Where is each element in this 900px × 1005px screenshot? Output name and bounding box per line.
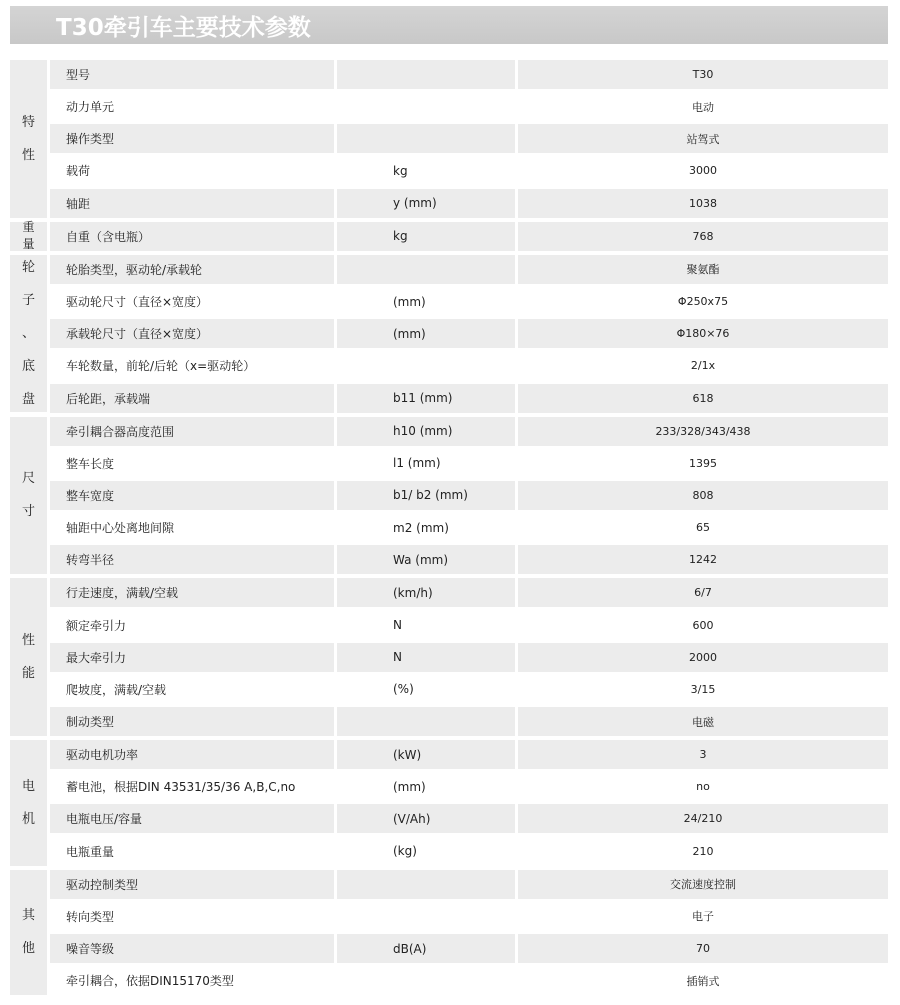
- spec-value: no: [518, 772, 888, 801]
- table-row: [0, 611, 900, 640]
- table-row: [0, 287, 900, 316]
- spec-unit: l1 (mm): [337, 449, 515, 478]
- table-row: [0, 189, 900, 218]
- spec-name: 牵引耦合，依据DIN15170类型: [50, 966, 334, 995]
- spec-name: 转弯半径: [50, 545, 334, 574]
- table-row: [0, 255, 900, 284]
- spec-unit: (mm): [337, 772, 515, 801]
- table-row: [0, 707, 900, 736]
- table-row: [0, 417, 900, 446]
- table-row: [0, 449, 900, 478]
- table-row: [0, 319, 900, 348]
- spec-value: Φ250x75: [518, 287, 888, 316]
- spec-unit: kg: [337, 156, 515, 185]
- spec-name: 行走速度，满载/空载: [50, 578, 334, 607]
- table-row: [0, 60, 900, 89]
- spec-name: 操作类型: [50, 124, 334, 153]
- spec-unit: b11 (mm): [337, 384, 515, 413]
- spec-unit: (kg): [337, 837, 515, 866]
- table-row: [0, 772, 900, 801]
- spec-name: 轮胎类型，驱动轮/承载轮: [50, 255, 334, 284]
- spec-unit: y (mm): [337, 189, 515, 218]
- spec-value: 交流速度控制: [518, 870, 888, 899]
- spec-name: 车轮数量，前轮/后轮（x=驱动轮）: [50, 351, 334, 380]
- spec-unit: [337, 707, 515, 736]
- spec-name: 电瓶重量: [50, 837, 334, 866]
- table-row: [0, 643, 900, 672]
- table-row: [0, 513, 900, 542]
- table-row: [0, 578, 900, 607]
- spec-unit: (%): [337, 675, 515, 704]
- table-row: [0, 870, 900, 899]
- spec-value: 电子: [518, 902, 888, 931]
- table-row: [0, 740, 900, 769]
- spec-name: 轴距中心处离地间隙: [50, 513, 334, 542]
- group-label: 尺 寸: [10, 417, 47, 575]
- spec-name: 轴距: [50, 189, 334, 218]
- spec-unit: (mm): [337, 319, 515, 348]
- spec-value: 618: [518, 384, 888, 413]
- spec-unit: [337, 255, 515, 284]
- table-row: [0, 156, 900, 185]
- spec-value: T30: [518, 60, 888, 89]
- table-row: [0, 124, 900, 153]
- spec-unit: b1/ b2 (mm): [337, 481, 515, 510]
- spec-name: 额定牵引力: [50, 611, 334, 640]
- spec-name: 最大牵引力: [50, 643, 334, 672]
- spec-name: 后轮距，承载端: [50, 384, 334, 413]
- spec-name: 牵引耦合器高度范围: [50, 417, 334, 446]
- spec-value: 24/210: [518, 804, 888, 833]
- spec-value: 210: [518, 837, 888, 866]
- spec-unit: [337, 870, 515, 899]
- spec-unit: [337, 902, 515, 931]
- spec-value: 1038: [518, 189, 888, 218]
- spec-name: 型号: [50, 60, 334, 89]
- spec-name: 驱动轮尺寸（直径×宽度）: [50, 287, 334, 316]
- spec-unit: [337, 966, 515, 995]
- spec-value: 电磁: [518, 707, 888, 736]
- table-row: [0, 966, 900, 995]
- spec-unit: dB(A): [337, 934, 515, 963]
- spec-value: Φ180×76: [518, 319, 888, 348]
- spec-unit: [337, 124, 515, 153]
- title-banner: [10, 6, 888, 44]
- spec-name: 驱动控制类型: [50, 870, 334, 899]
- group-label: 性 能: [10, 578, 47, 736]
- spec-value: 3/15: [518, 675, 888, 704]
- spec-value: 聚氨酯: [518, 255, 888, 284]
- table-row: [0, 222, 900, 251]
- spec-name: 转向类型: [50, 902, 334, 931]
- spec-name: 载荷: [50, 156, 334, 185]
- spec-unit: (kW): [337, 740, 515, 769]
- spec-value: 电动: [518, 92, 888, 121]
- spec-value: 65: [518, 513, 888, 542]
- spec-name: 制动类型: [50, 707, 334, 736]
- spec-unit: (V/Ah): [337, 804, 515, 833]
- spec-unit: [337, 60, 515, 89]
- spec-name: 自重（含电瓶）: [50, 222, 334, 251]
- spec-value: 600: [518, 611, 888, 640]
- group-label: 重 量: [10, 222, 47, 251]
- spec-name: 噪音等级: [50, 934, 334, 963]
- table-row: [0, 934, 900, 963]
- spec-name: 整车长度: [50, 449, 334, 478]
- spec-name: 驱动电机功率: [50, 740, 334, 769]
- spec-unit: (km/h): [337, 578, 515, 607]
- spec-value: 插销式: [518, 966, 888, 995]
- spec-value: 768: [518, 222, 888, 251]
- spec-value: 1242: [518, 545, 888, 574]
- spec-value: 1395: [518, 449, 888, 478]
- table-row: [0, 675, 900, 704]
- spec-value: 3000: [518, 156, 888, 185]
- spec-unit: N: [337, 611, 515, 640]
- spec-value: 233/328/343/438: [518, 417, 888, 446]
- group-label: 其 他: [10, 870, 47, 995]
- spec-value: 808: [518, 481, 888, 510]
- spec-unit: (mm): [337, 287, 515, 316]
- spec-unit: N: [337, 643, 515, 672]
- spec-name: 承载轮尺寸（直径×宽度）: [50, 319, 334, 348]
- spec-value: 2000: [518, 643, 888, 672]
- spec-value: 6/7: [518, 578, 888, 607]
- spec-unit: m2 (mm): [337, 513, 515, 542]
- table-row: [0, 902, 900, 931]
- table-row: [0, 545, 900, 574]
- spec-name: 蓄电池，根据DIN 43531/35/36 A,B,C,no: [50, 772, 334, 801]
- table-row: [0, 92, 900, 121]
- spec-name: 爬坡度，满载/空载: [50, 675, 334, 704]
- table-row: [0, 804, 900, 833]
- spec-name: 电瓶电压/容量: [50, 804, 334, 833]
- spec-value: 3: [518, 740, 888, 769]
- spec-unit: [337, 351, 515, 380]
- group-label: 电 机: [10, 740, 47, 865]
- spec-unit: kg: [337, 222, 515, 251]
- spec-value: 70: [518, 934, 888, 963]
- group-label: 特 性: [10, 60, 47, 218]
- spec-unit: h10 (mm): [337, 417, 515, 446]
- spec-unit: [337, 92, 515, 121]
- spec-value: 站驾式: [518, 124, 888, 153]
- group-label: 轮 子 、 底 盘: [10, 255, 47, 413]
- spec-value: 2/1x: [518, 351, 888, 380]
- table-row: [0, 384, 900, 413]
- spec-name: 动力单元: [50, 92, 334, 121]
- spec-name: 整车宽度: [50, 481, 334, 510]
- table-row: [0, 351, 900, 380]
- page-title: T30牵引车主要技术参数: [56, 15, 311, 41]
- table-row: [0, 481, 900, 510]
- table-row: [0, 837, 900, 866]
- spec-unit: Wa (mm): [337, 545, 515, 574]
